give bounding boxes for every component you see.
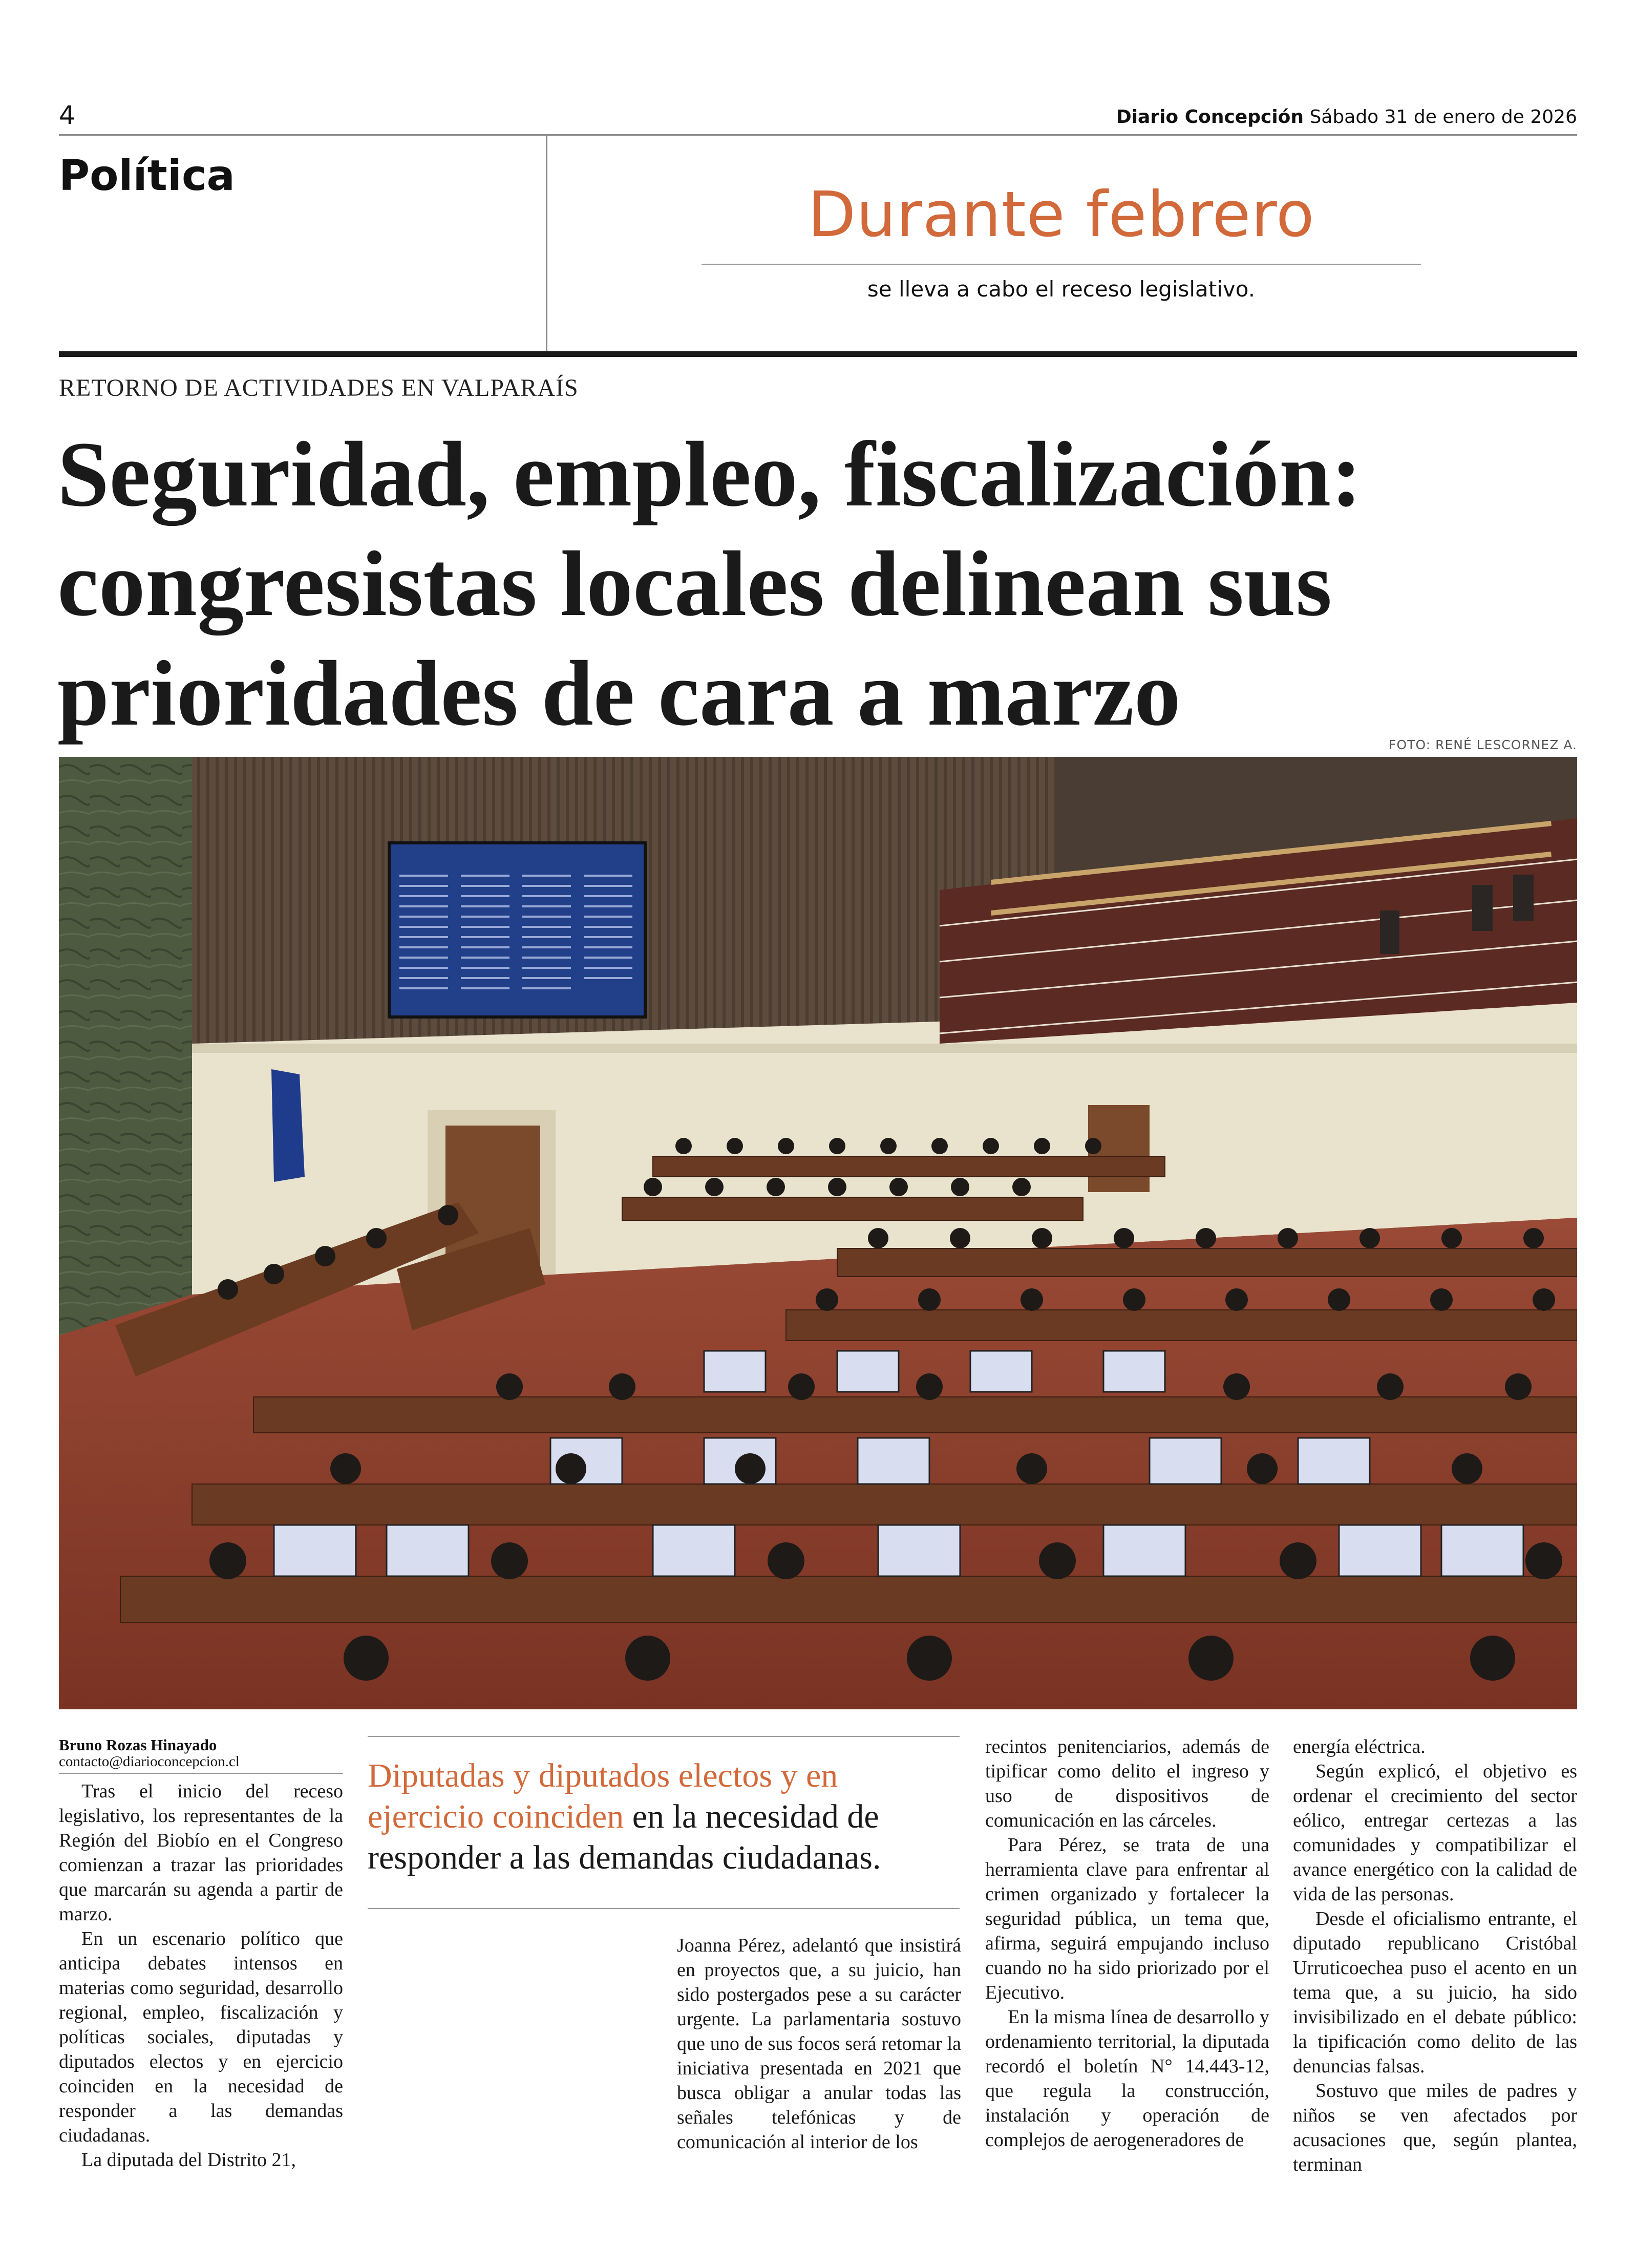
top-rule bbox=[59, 134, 1577, 136]
paragraph: Para Pérez, se trata de una herramienta clave para enfrentar al crimen organizado y fortalecer la seguridad pública, un tema que, afirma, seguirá empujando incluso cuando no ha sido priorizado por el Ejecutivo. bbox=[985, 1834, 1269, 2003]
pullquote bbox=[368, 1755, 962, 1878]
header-divider bbox=[546, 136, 547, 351]
paragraph: En la misma línea de desarrollo y ordenamiento territorial, la diputada recordó el boletín N° 14.443-12, que regula la construcción, instalación y operación de complejos de aerogeneradores de bbox=[985, 2006, 1269, 2151]
body-column-4 bbox=[985, 1734, 1269, 2200]
photo-credit: FOTO: RENÉ LESCORNEZ A. bbox=[1389, 737, 1577, 752]
paragraph: energía eléctrica. bbox=[1293, 1736, 1426, 1757]
author-name: Bruno Rozas Hinayado bbox=[59, 1736, 217, 1754]
byline-rule bbox=[59, 1773, 343, 1774]
headline-line-2: congresistas locales delinean sus bbox=[57, 533, 1332, 635]
paragraph: Tras el inicio del receso legislativo, los representantes de la Región del Biobío en el Congreso comienzan a trazar las prioridades que marcarán su agenda a partir de marzo. bbox=[59, 1781, 343, 1925]
pullquote-rule-top bbox=[368, 1736, 960, 1737]
kicker-rule bbox=[702, 264, 1421, 265]
newspaper-name: Diario Concepción bbox=[1116, 107, 1304, 128]
chamber-photo bbox=[59, 757, 1577, 1709]
paragraph: Según explicó, el objetivo es ordenar el crecimiento del sector eólico, entregar certezas a las comunidades y compatibilizar el avance energético con la calidad de vida de las personas. bbox=[1293, 1761, 1577, 1905]
kicker-subtitle: se lleva a cabo el receso legislativo. bbox=[867, 277, 1256, 302]
pullquote-rule-bottom bbox=[368, 1908, 960, 1909]
headline-rule bbox=[59, 351, 1577, 357]
headline-bold: Seguridad, empleo, fiscalización: bbox=[57, 423, 1362, 526]
section-title: Política bbox=[59, 152, 235, 200]
chamber-photo-illustration bbox=[59, 757, 1577, 1709]
kicker-title: Durante febrero bbox=[808, 178, 1315, 251]
pullquote-highlight: Diputadas y diputados electos y en ejercicio coinciden bbox=[368, 1757, 838, 1835]
paragraph: La diputada del Distrito 21, bbox=[81, 2149, 296, 2171]
paragraph: Joanna Pérez, adelantó que insistirá en proyectos que, a su juicio, han sido postergados pese a su carácter urgente. La parlamentaria sostuvo que uno de sus focos será retomar la iniciativa presentada en 2021 que busca obligar a anular todas las señales telefónicas y de comunicación al interior de los bbox=[677, 1935, 961, 2153]
pretitle: RETORNO DE ACTIVIDADES EN VALPARAÍS bbox=[59, 374, 579, 401]
headline bbox=[57, 420, 1583, 749]
paragraph: Sostuvo que miles de padres y niños se ven afectados por acusaciones que, según plantea, terminan bbox=[1293, 2080, 1577, 2175]
page-number: 4 bbox=[59, 100, 75, 130]
paragraph: Desde el oficialismo entrante, el diputado republicano Cristóbal Urruticoechea puso el acento en un tema que, a su juicio, ha sido invisibilizado en el debate público: la tipificación como delito de las denuncias falsas. bbox=[1293, 1908, 1577, 2077]
body-column-3 bbox=[677, 1933, 961, 2199]
issue-date: Sábado 31 de enero de 2026 bbox=[1309, 107, 1577, 128]
paragraph: recintos penitenciarios, además de tipificar como delito el ingreso y uso de dispositivos de comunicación en las cárceles. bbox=[985, 1736, 1269, 1831]
author-email: contacto@diarioconcepcion.cl bbox=[59, 1753, 240, 1770]
body-column-5 bbox=[1293, 1734, 1577, 2200]
pullquote-text: en la necesidad de responder a las demandas ciudadanas. bbox=[368, 1798, 881, 1876]
masthead bbox=[1116, 107, 1577, 128]
body-column-1 bbox=[59, 1779, 343, 2199]
headline-line-3: prioridades de cara a marzo bbox=[57, 642, 1181, 745]
paragraph: En un escenario político que anticipa debates intensos en materias como seguridad, desarrollo regional, empleo, fiscalización y políticas sociales, diputadas y diputados electos y en ejercicio coinciden en la necesidad de responder a las demandas ciudadanas. bbox=[59, 1928, 343, 2146]
